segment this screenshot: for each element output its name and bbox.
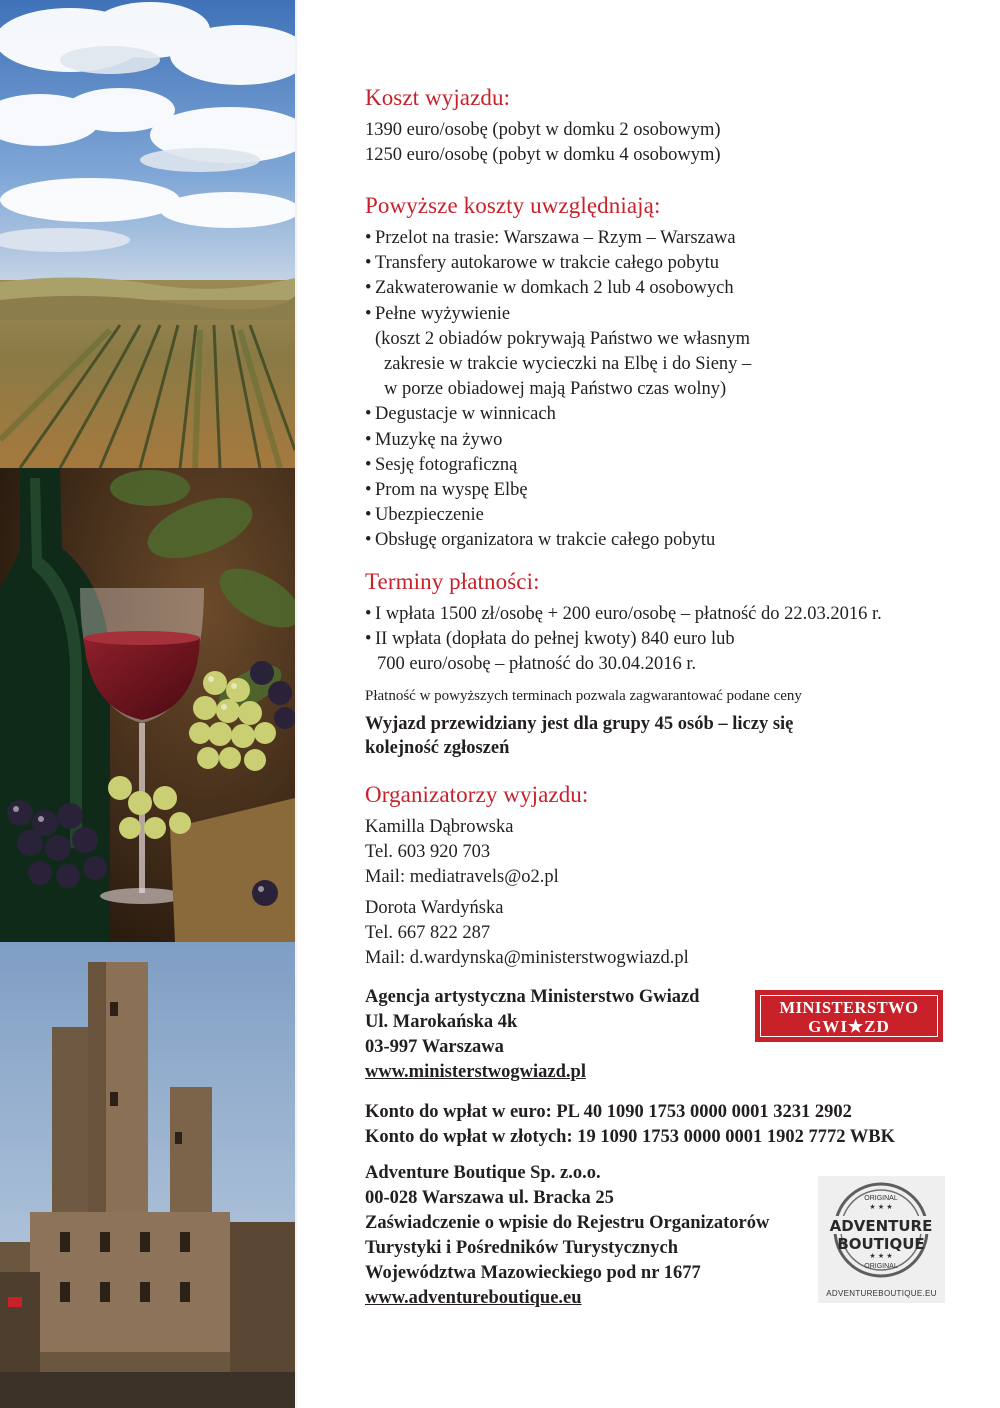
bullet: • [365, 530, 372, 551]
photo-strip [0, 0, 295, 1408]
cost-line: 1250 euro/osobę (pobyt w domku 4 osobowym) [365, 145, 721, 165]
organizer-email[interactable]: Mail: d.wardynska@ministerstwogwiazd.pl [365, 948, 689, 968]
payment-note: Płatność w powyższych terminach pozwala zagwarantować podane ceny [365, 687, 802, 704]
registry-line: Turystyki i Pośredników Turystycznych [365, 1238, 679, 1258]
bullet: • [365, 480, 372, 501]
agency-street: Ul. Marokańska 4k [365, 1012, 518, 1032]
list-item-text: Zakwaterowanie w domkach 2 lub 4 osobowych [375, 278, 734, 299]
list-item [365, 503, 751, 528]
cost-line: 1390 euro/osobę (pobyt w domku 2 osobowym) [365, 120, 721, 140]
list-item [365, 627, 882, 677]
list-item-text: Pełne wyżywienie [375, 303, 511, 324]
list-item-text: I wpłata 1500 zł/osobę + 200 euro/osobę – płatność do 22.03.2016 r. [375, 604, 882, 624]
list-item-text: Degustacje w winnicach [375, 404, 556, 425]
list-item [365, 276, 751, 301]
list-item-text: Muzykę na żywo [375, 429, 503, 450]
list-item [365, 251, 751, 276]
list-item [365, 226, 751, 251]
meal-note-line: (koszt 2 obiadów pokrywają Państwo we własnym [375, 328, 751, 349]
stamp-bottom-text: ORIGINAL [864, 1263, 898, 1270]
meal-note-line: w porze obiadowej mają Państwo czas wolny) [384, 379, 727, 400]
bullet: • [365, 253, 372, 274]
organizer-phone: Tel. 667 822 287 [365, 923, 491, 943]
group-info: kolejność zgłoszeń [365, 737, 510, 758]
agency-website-link[interactable]: www.ministerstwogwiazd.pl [365, 1062, 586, 1082]
bullet: • [365, 303, 372, 324]
list-item-text: Ubezpieczenie [375, 505, 484, 526]
company-name: Adventure Boutique Sp. z.o.o. [365, 1163, 601, 1183]
section-agency [365, 985, 699, 1085]
stamp-caption: ADVENTUREBOUTIQUE.EU [826, 1289, 937, 1298]
payment-heading: Terminy płatności: [365, 569, 540, 594]
svg-text:★ ★ ★: ★ ★ ★ [869, 1252, 893, 1260]
account-pln: Konto do wpłat w złotych: 19 1090 1753 0000 0001 1902 7772 WBK [365, 1127, 896, 1147]
stamp-graphic [818, 1176, 945, 1288]
list-item [365, 428, 751, 453]
stamp-word: ADVENTURE [829, 1217, 933, 1235]
organizers-heading: Organizatorzy wyjazdu: [365, 782, 589, 807]
logo-text: GWI★ZD [808, 1017, 890, 1036]
bullet: • [365, 629, 372, 650]
section-cost [365, 84, 721, 168]
section-organizers [365, 781, 689, 971]
list-item-text: Prom na wyspę Elbę [375, 480, 528, 501]
strip-divider [295, 0, 297, 1408]
cost-heading: Koszt wyjazdu: [365, 85, 511, 110]
list-item [365, 402, 751, 427]
organizer-name: Kamilla Dąbrowska [365, 817, 514, 837]
adventure-boutique-logo [818, 1176, 945, 1303]
group-info: Wyjazd przewidziany jest dla grupy 45 osób – liczy się [365, 713, 794, 734]
list-item [365, 453, 751, 478]
list-item-text: Transfery autokarowe w trakcie całego pobytu [375, 253, 720, 274]
stamp-word: BOUTIQUE [837, 1235, 925, 1253]
list-item [365, 302, 751, 403]
section-adventure-boutique [365, 1161, 769, 1311]
section-payment-terms [365, 568, 882, 760]
agency-city: 03-997 Warszawa [365, 1037, 504, 1057]
organizer-name: Dorota Wardyńska [365, 898, 504, 918]
company-address: 00-028 Warszawa ul. Bracka 25 [365, 1188, 614, 1208]
logo-frame [760, 995, 938, 1037]
svg-text:★ ★ ★: ★ ★ ★ [869, 1203, 893, 1211]
stamp-top-text: ORIGINAL [864, 1195, 898, 1202]
medieval-towers-photo [0, 942, 295, 1408]
company-website-link[interactable]: www.adventureboutique.eu [365, 1288, 582, 1308]
list-item [365, 528, 751, 553]
section-bank-accounts [365, 1100, 895, 1150]
registry-line: Województwa Mazowieckiego pod nr 1677 [365, 1263, 701, 1283]
section-included [365, 192, 751, 554]
registry-line: Zaświadczenie o wpisie do Rejestru Organizatorów [365, 1213, 770, 1233]
list-item-text: Przelot na trasie: Warszawa – Rzym – Warszawa [375, 228, 736, 248]
bullet: • [365, 429, 372, 450]
organizer-phone: Tel. 603 920 703 [365, 842, 491, 862]
vineyard-landscape-photo [0, 0, 295, 468]
bullet: • [365, 604, 372, 624]
list-item-text: Sesję fotograficzną [375, 454, 518, 475]
included-list [365, 226, 751, 554]
list-item [365, 602, 882, 627]
red-wine-grapes-photo [0, 468, 295, 942]
account-euro: Konto do wpłat w euro: PL 40 1090 1753 0000 0001 3231 2902 [365, 1102, 852, 1122]
bullet: • [365, 228, 372, 248]
bullet: • [365, 454, 372, 475]
bullet: • [365, 278, 372, 299]
agency-name: Agencja artystyczna Ministerstwo Gwiazd [365, 987, 700, 1007]
meal-note-line: zakresie w trakcie wycieczki na Elbę i do Sieny – [384, 354, 752, 375]
organizer-email[interactable]: Mail: mediatravels@o2.pl [365, 867, 559, 887]
logo-text: MINISTERSTWO [779, 998, 919, 1017]
list-item [365, 478, 751, 503]
list-item-text: II wpłata (dopłata do pełnej kwoty) 840 euro lub [375, 629, 735, 650]
ministerstwo-gwiazd-logo [755, 990, 943, 1042]
included-heading: Powyższe koszty uwzględniają: [365, 193, 661, 218]
list-item-text: 700 euro/osobę – płatność do 30.04.2016 r. [377, 654, 697, 675]
list-item-text: Obsługę organizatora w trakcie całego pobytu [375, 530, 716, 551]
bullet: • [365, 404, 372, 425]
bullet: • [365, 505, 372, 526]
payment-list [365, 602, 882, 678]
